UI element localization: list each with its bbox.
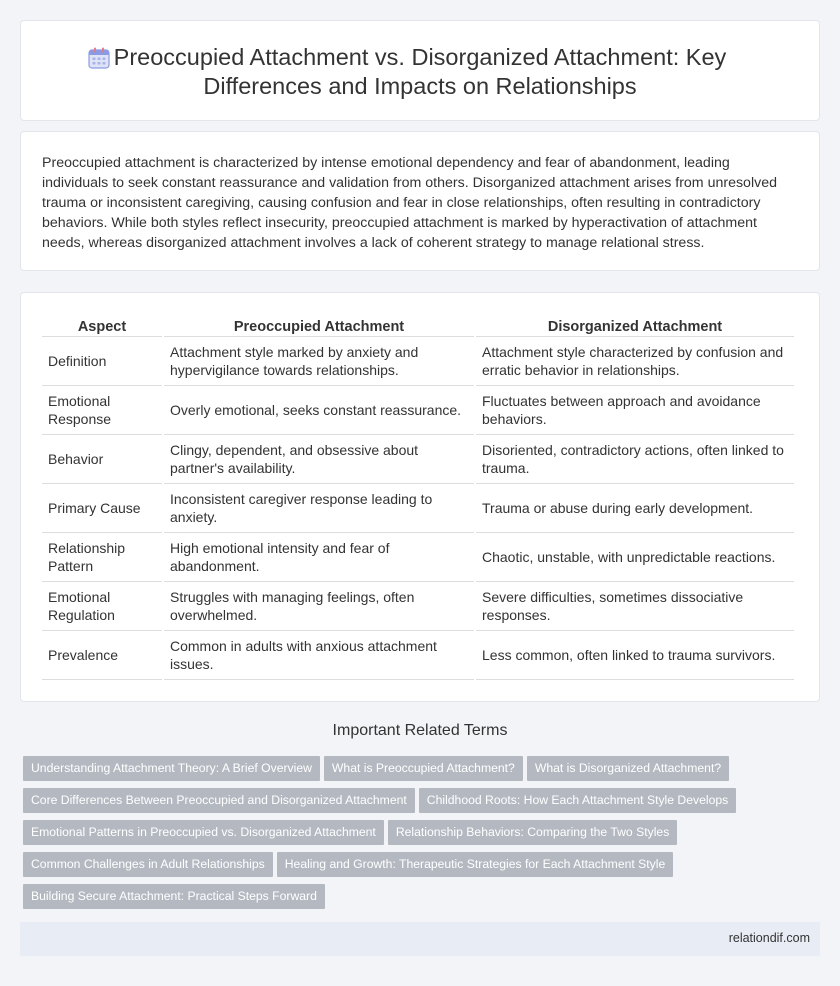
cell-preoccupied: Struggles with managing feelings, often overwhelmed. bbox=[164, 582, 474, 631]
cell-disorganized: Fluctuates between approach and avoidance behaviors. bbox=[476, 386, 794, 435]
table-row bbox=[42, 435, 794, 484]
header-preoccupied: Preoccupied Attachment bbox=[164, 315, 474, 337]
cell-aspect: Behavior bbox=[42, 435, 162, 484]
header-disorganized: Disorganized Attachment bbox=[476, 315, 794, 337]
cell-preoccupied: Clingy, dependent, and obsessive about partner's availability. bbox=[164, 435, 474, 484]
table-row bbox=[42, 386, 794, 435]
related-term-link[interactable]: Childhood Roots: How Each Attachment Style Develops bbox=[419, 788, 736, 813]
page-title: Preoccupied Attachment vs. Disorganized Attachment: Key Differences and Impacts on Relationships bbox=[113, 44, 727, 99]
related-term-link[interactable]: What is Disorganized Attachment? bbox=[527, 756, 729, 781]
tag-row bbox=[23, 884, 783, 916]
related-term-link[interactable]: Healing and Growth: Therapeutic Strategies for Each Attachment Style bbox=[277, 852, 674, 877]
cell-disorganized: Disoriented, contradictory actions, often linked to trauma. bbox=[476, 435, 794, 484]
site-link[interactable]: relationdif.com bbox=[728, 931, 810, 945]
cell-disorganized: Less common, often linked to trauma survivors. bbox=[476, 631, 794, 680]
tag-row bbox=[23, 820, 783, 852]
cell-aspect: Definition bbox=[42, 337, 162, 386]
related-term-link[interactable]: Core Differences Between Preoccupied and Disorganized Attachment bbox=[23, 788, 415, 813]
intro-card bbox=[20, 131, 820, 271]
cell-preoccupied: Overly emotional, seeks constant reassurance. bbox=[164, 386, 474, 435]
tag-row bbox=[23, 852, 783, 884]
cell-preoccupied: Common in adults with anxious attachment issues. bbox=[164, 631, 474, 680]
cell-disorganized: Chaotic, unstable, with unpredictable reactions. bbox=[476, 533, 794, 582]
related-term-link[interactable]: Building Secure Attachment: Practical Steps Forward bbox=[23, 884, 325, 909]
related-term-link[interactable]: Relationship Behaviors: Comparing the Two Styles bbox=[388, 820, 677, 845]
related-terms-title: Important Related Terms bbox=[332, 722, 508, 739]
cell-disorganized: Trauma or abuse during early development. bbox=[476, 484, 794, 533]
table-row bbox=[42, 582, 794, 631]
table-header-row bbox=[42, 315, 794, 337]
tag-row bbox=[23, 756, 783, 788]
comparison-table bbox=[40, 315, 796, 680]
related-term-link[interactable]: Common Challenges in Adult Relationships bbox=[23, 852, 273, 877]
related-term-link[interactable]: Emotional Patterns in Preoccupied vs. Disorganized Attachment bbox=[23, 820, 384, 845]
intro-paragraph: Preoccupied attachment is characterized by intense emotional dependency and fear of abandonment, leading individuals to seek constant reassurance and validation from others. Disorganized attachment arises from unresolved trauma or inconsistent caregiving, causing confusion and fear in close relationships, often resulting in contradictory behaviors. While both styles reflect insecurity, preoccupied attachment is marked by hyperactivation of attachment needs, whereas disorganized attachment involves a lack of coherent strategy to manage relational stress. bbox=[42, 155, 777, 251]
footer bbox=[20, 922, 820, 956]
table-row bbox=[42, 337, 794, 386]
table-row bbox=[42, 533, 794, 582]
cell-aspect: Emotional Response bbox=[42, 386, 162, 435]
related-terms-list bbox=[23, 756, 783, 916]
cell-preoccupied: High emotional intensity and fear of abandonment. bbox=[164, 533, 474, 582]
cell-disorganized: Attachment style characterized by confusion and erratic behavior in relationships. bbox=[476, 337, 794, 386]
related-term-link[interactable]: What is Preoccupied Attachment? bbox=[324, 756, 523, 781]
cell-preoccupied: Inconsistent caregiver response leading to anxiety. bbox=[164, 484, 474, 533]
header-aspect: Aspect bbox=[42, 315, 162, 337]
comparison-card bbox=[20, 292, 820, 702]
cell-aspect: Relationship Pattern bbox=[42, 533, 162, 582]
table-row bbox=[42, 631, 794, 680]
cell-aspect: Prevalence bbox=[42, 631, 162, 680]
cell-aspect: Emotional Regulation bbox=[42, 582, 162, 631]
cell-preoccupied: Attachment style marked by anxiety and hypervigilance towards relationships. bbox=[164, 337, 474, 386]
title-card bbox=[20, 20, 820, 121]
tag-row bbox=[23, 788, 783, 820]
table-row bbox=[42, 484, 794, 533]
cell-aspect: Primary Cause bbox=[42, 484, 162, 533]
cell-disorganized: Severe difficulties, sometimes dissociative responses. bbox=[476, 582, 794, 631]
related-term-link[interactable]: Understanding Attachment Theory: A Brief Overview bbox=[23, 756, 320, 781]
